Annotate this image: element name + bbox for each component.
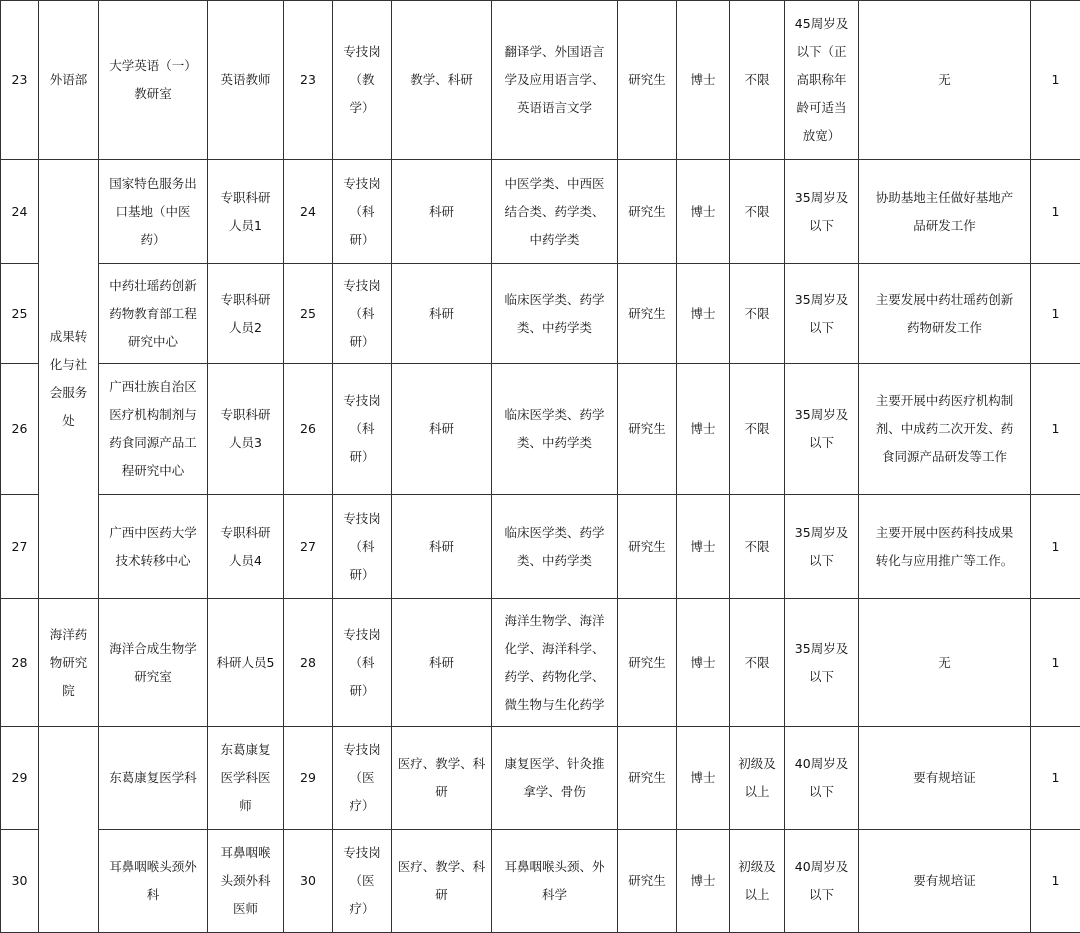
- post-code-cell: 24: [284, 160, 333, 264]
- unit-cell: 广西壮族自治区 医疗机构制剂与 药食同源产品工 程研究中心: [99, 364, 208, 495]
- education-cell: 研究生: [618, 1, 677, 160]
- note-cell: 协助基地主任做好基地产 品研发工作: [859, 160, 1031, 264]
- age-cell: 35周岁及 以下: [785, 364, 859, 495]
- education-cell: 研究生: [618, 727, 677, 830]
- duty-cell: 医疗、教学、科 研: [392, 727, 492, 830]
- duty-cell: 科研: [392, 364, 492, 495]
- degree-cell: 博士: [677, 495, 730, 599]
- degree-cell: 博士: [677, 830, 730, 933]
- post-type-cell: 专技岗 （医 疗）: [333, 830, 392, 933]
- education-cell: 研究生: [618, 264, 677, 364]
- education-cell: 研究生: [618, 495, 677, 599]
- note-cell: 主要发展中药壮瑶药创新 药物研发工作: [859, 264, 1031, 364]
- table-row: [1, 727, 1080, 830]
- major-cell: 康复医学、针灸推 拿学、骨伤: [492, 727, 618, 830]
- title-cell: 不限: [730, 1, 785, 160]
- age-cell: 35周岁及 以下: [785, 599, 859, 727]
- education-cell: 研究生: [618, 830, 677, 933]
- major-cell: 临床医学类、药学 类、中药学类: [492, 264, 618, 364]
- duty-cell: 科研: [392, 495, 492, 599]
- post-code-cell: 23: [284, 1, 333, 160]
- post-type-cell: 专技岗 （科 研）: [333, 599, 392, 727]
- department-cell: 海洋药 物研究 院: [39, 599, 99, 727]
- table-row: [1, 160, 1080, 264]
- major-cell: 海洋生物学、海洋 化学、海洋科学、 药学、药物化学、 微生物与生化药学: [492, 599, 618, 727]
- age-cell: 45周岁及 以下（正 高职称年 龄可适当 放宽）: [785, 1, 859, 160]
- duty-cell: 医疗、教学、科 研: [392, 830, 492, 933]
- post-name-cell: 专职科研 人员4: [208, 495, 284, 599]
- education-cell: 研究生: [618, 364, 677, 495]
- count-cell: 1: [1031, 1, 1080, 160]
- note-cell: 要有规培证: [859, 830, 1031, 933]
- post-name-cell: 专职科研 人员2: [208, 264, 284, 364]
- row-number: 29: [1, 727, 39, 830]
- department-cell: 成果转 化与社 会服务 处: [39, 160, 99, 599]
- post-type-cell: 专技岗 （科 研）: [333, 160, 392, 264]
- post-code-cell: 25: [284, 264, 333, 364]
- count-cell: 1: [1031, 727, 1080, 830]
- post-type-cell: 专技岗 （科 研）: [333, 364, 392, 495]
- note-cell: 主要开展中医药科技成果 转化与应用推广等工作。: [859, 495, 1031, 599]
- count-cell: 1: [1031, 264, 1080, 364]
- age-cell: 40周岁及 以下: [785, 830, 859, 933]
- row-number: 30: [1, 830, 39, 933]
- post-name-cell: 东葛康复 医学科医 师: [208, 727, 284, 830]
- table-row: [1, 599, 1080, 727]
- degree-cell: 博士: [677, 364, 730, 495]
- degree-cell: 博士: [677, 1, 730, 160]
- post-type-cell: 专技岗 （科 研）: [333, 495, 392, 599]
- age-cell: 35周岁及 以下: [785, 495, 859, 599]
- age-cell: 35周岁及 以下: [785, 160, 859, 264]
- duty-cell: 科研: [392, 160, 492, 264]
- degree-cell: 博士: [677, 599, 730, 727]
- table-row: [1, 495, 1080, 599]
- title-cell: 不限: [730, 599, 785, 727]
- title-cell: 初级及 以上: [730, 830, 785, 933]
- duty-cell: 科研: [392, 599, 492, 727]
- row-number: 27: [1, 495, 39, 599]
- major-cell: 临床医学类、药学 类、中药学类: [492, 495, 618, 599]
- major-cell: 翻译学、外国语言 学及应用语言学、 英语语言文学: [492, 1, 618, 160]
- title-cell: 不限: [730, 264, 785, 364]
- post-name-cell: 耳鼻咽喉 头颈外科 医师: [208, 830, 284, 933]
- post-code-cell: 27: [284, 495, 333, 599]
- degree-cell: 博士: [677, 727, 730, 830]
- unit-cell: 海洋合成生物学 研究室: [99, 599, 208, 727]
- note-cell: 无: [859, 599, 1031, 727]
- degree-cell: 博士: [677, 160, 730, 264]
- title-cell: 不限: [730, 160, 785, 264]
- note-cell: 无: [859, 1, 1031, 160]
- count-cell: 1: [1031, 495, 1080, 599]
- age-cell: 40周岁及 以下: [785, 727, 859, 830]
- row-number: 28: [1, 599, 39, 727]
- post-name-cell: 专职科研 人员3: [208, 364, 284, 495]
- title-cell: 不限: [730, 495, 785, 599]
- education-cell: 研究生: [618, 160, 677, 264]
- row-number: 25: [1, 264, 39, 364]
- post-code-cell: 29: [284, 727, 333, 830]
- education-cell: 研究生: [618, 599, 677, 727]
- count-cell: 1: [1031, 830, 1080, 933]
- row-number: 24: [1, 160, 39, 264]
- post-type-cell: 专技岗 （医 疗）: [333, 727, 392, 830]
- unit-cell: 广西中医药大学 技术转移中心: [99, 495, 208, 599]
- duty-cell: 科研: [392, 264, 492, 364]
- post-name-cell: 英语教师: [208, 1, 284, 160]
- table-row: [1, 830, 1080, 933]
- row-number: 23: [1, 1, 39, 160]
- major-cell: 中医学类、中西医 结合类、药学类、 中药学类: [492, 160, 618, 264]
- post-type-cell: 专技岗 （教 学）: [333, 1, 392, 160]
- unit-cell: 国家特色服务出 口基地（中医 药）: [99, 160, 208, 264]
- unit-cell: 中药壮瑶药创新 药物教育部工程 研究中心: [99, 264, 208, 364]
- unit-cell: 耳鼻咽喉头颈外 科: [99, 830, 208, 933]
- title-cell: 初级及 以上: [730, 727, 785, 830]
- unit-cell: 东葛康复医学科: [99, 727, 208, 830]
- degree-cell: 博士: [677, 264, 730, 364]
- post-code-cell: 26: [284, 364, 333, 495]
- table-row: [1, 264, 1080, 364]
- department-cell: 外语部: [39, 1, 99, 160]
- count-cell: 1: [1031, 160, 1080, 264]
- table-row: [1, 1, 1080, 160]
- post-name-cell: 科研人员5: [208, 599, 284, 727]
- post-name-cell: 专职科研 人员1: [208, 160, 284, 264]
- note-cell: 主要开展中药医疗机构制 剂、中成药二次开发、药 食同源产品研发等工作: [859, 364, 1031, 495]
- unit-cell: 大学英语（一） 教研室: [99, 1, 208, 160]
- count-cell: 1: [1031, 599, 1080, 727]
- title-cell: 不限: [730, 364, 785, 495]
- duty-cell: 教学、科研: [392, 1, 492, 160]
- post-code-cell: 30: [284, 830, 333, 933]
- major-cell: 临床医学类、药学 类、中药学类: [492, 364, 618, 495]
- age-cell: 35周岁及 以下: [785, 264, 859, 364]
- post-type-cell: 专技岗 （科 研）: [333, 264, 392, 364]
- post-code-cell: 28: [284, 599, 333, 727]
- table-row: [1, 364, 1080, 495]
- note-cell: 要有规培证: [859, 727, 1031, 830]
- count-cell: 1: [1031, 364, 1080, 495]
- department-cell: [39, 727, 99, 933]
- major-cell: 耳鼻咽喉头颈、外 科学: [492, 830, 618, 933]
- row-number: 26: [1, 364, 39, 495]
